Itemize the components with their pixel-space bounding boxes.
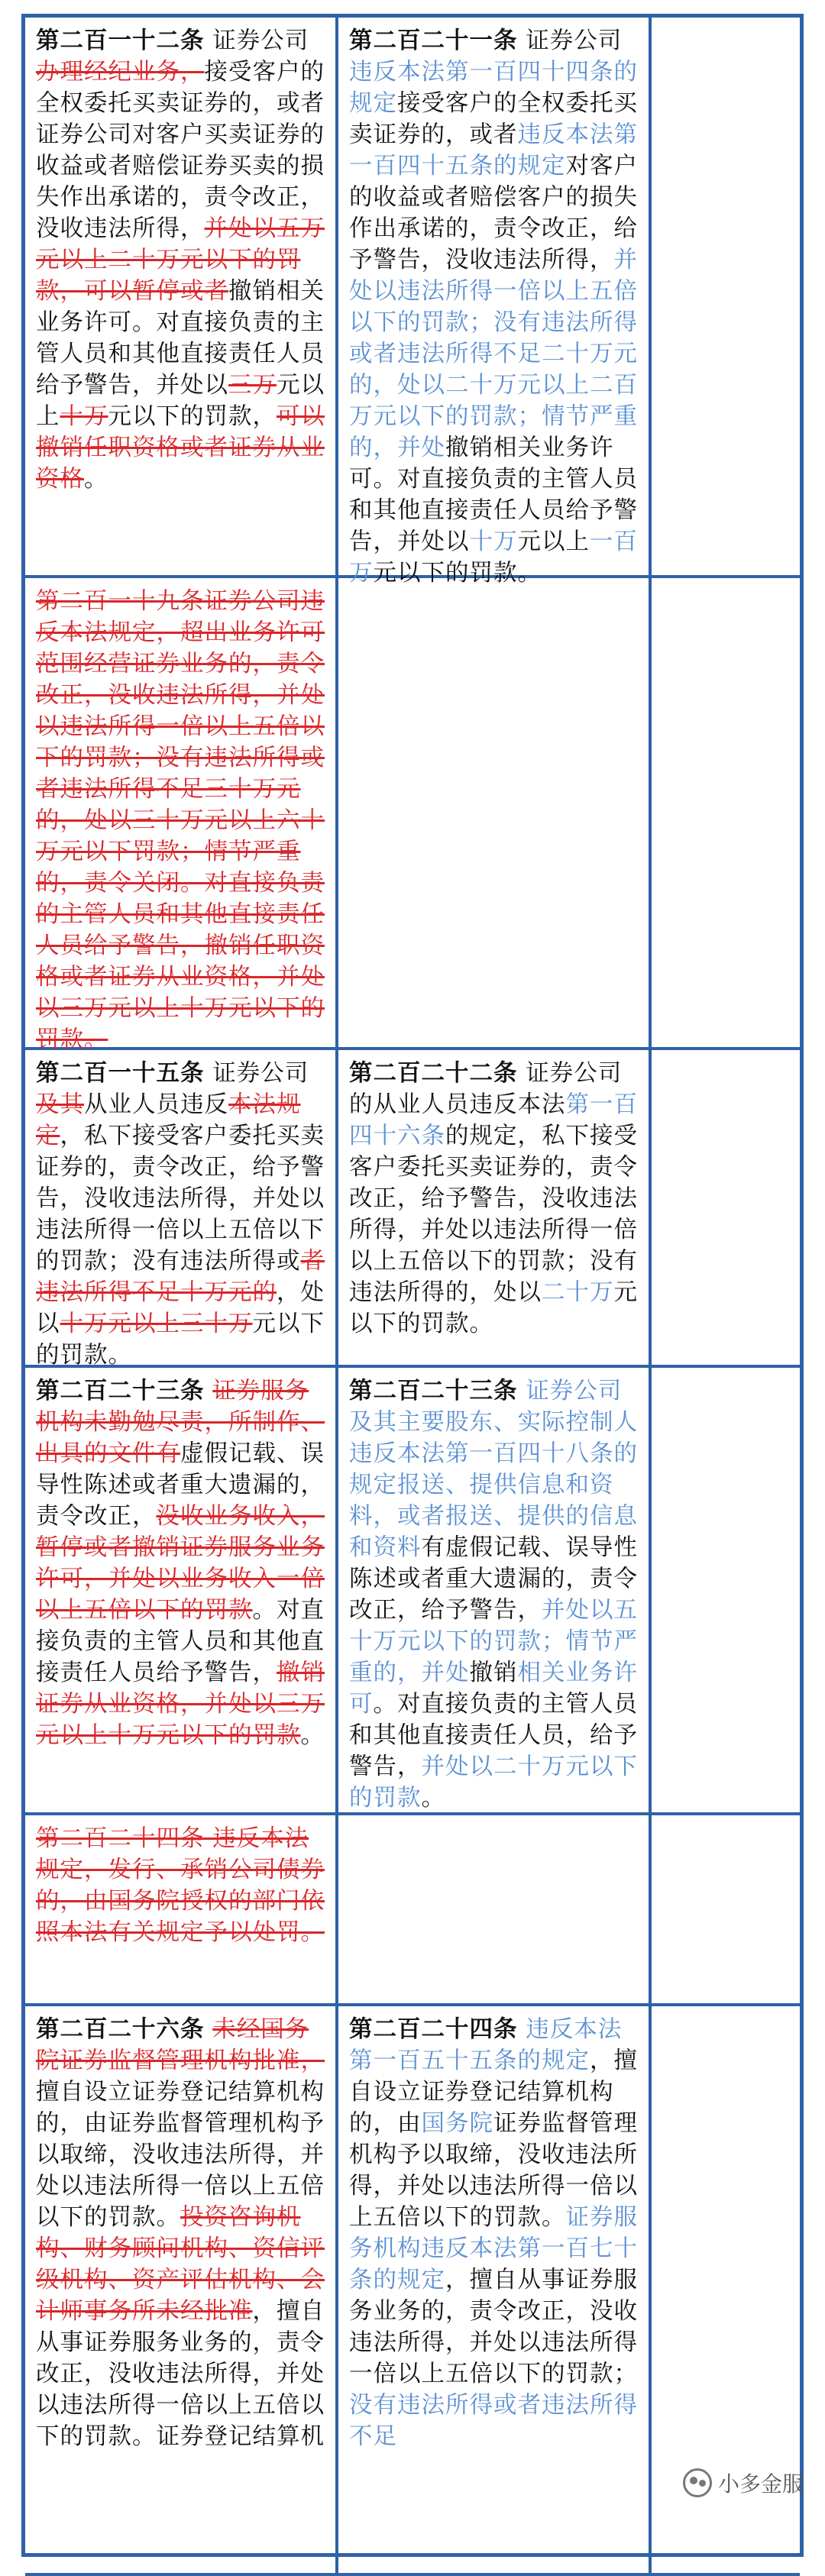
table-row (25, 578, 800, 1053)
body-text (518, 2016, 526, 2043)
added-text: 证券服务机构违反本法第一百七十条的规定 (349, 2204, 638, 2293)
added-text: 没有违法所得或者违法所得不足 (349, 2392, 638, 2450)
body-text: 撤销相关业务许可。对直接负责的主管人员和其他直接责任人员给予警告，并处以 (349, 435, 638, 555)
body-text: 证券监督管理机构予以取缔，没收违法所得，并处以违法所得一倍以上五倍以下的罚款。 (349, 2110, 638, 2231)
new-article-cell (338, 1815, 652, 2003)
old-article-cell (25, 18, 338, 575)
body-text: 元以下的罚款。 (349, 1279, 638, 1337)
old-article-cell (25, 1050, 338, 1369)
deleted-text: 及其 (36, 1091, 84, 1118)
blank-cell (652, 1050, 800, 1365)
blank-cell (652, 578, 800, 1047)
new-article-cell (338, 578, 652, 1047)
comparison-table (25, 18, 800, 2576)
body-text: 元以上 (517, 528, 590, 555)
added-text: 违反本法第一百四十五条的规定 (349, 121, 638, 179)
added-text: 违反本法第一百四十四条的规定 (349, 59, 638, 117)
deleted-text: 办理经纪业务， (36, 59, 205, 86)
body-text: 撤销相关业务许可。对直接负责的主管人员和其他直接责任人员给予警告，并处以 (36, 278, 325, 399)
deleted-text: 投资咨询机构、财务顾问机构、资信评级机构、资产评估机构、会计师事务所未经批准 (36, 2204, 325, 2325)
article-number: 第二百二十六条 (36, 2015, 205, 2043)
body-text: 对客户的收益或者赔偿客户的损失作出承诺的，责令改正，给予警告，没收违法所得， (349, 153, 638, 273)
blank-cell (652, 18, 800, 575)
body-text: 元以下的罚款。 (36, 1311, 325, 1369)
article-number: 第二百一十五条 (36, 1059, 205, 1087)
body-text: ，擅自从事证券服务业务的，责令改正，没收违法所得，并处以违法所得一倍以上五倍以下的罚款。证券登记结算机 (36, 2298, 325, 2450)
body-text (205, 1378, 213, 1404)
body-text: 元以上 (36, 372, 325, 430)
deleted-text: 第二百二十四条 违反本法规定，发行、承销公司债券的，由国务院授权的部门依照本法有关规定予以处罚。 (36, 1825, 325, 1946)
watermark (683, 2468, 804, 2498)
body-text: 。 (421, 1785, 445, 1812)
body-text: 元以下的罚款， (108, 403, 277, 430)
body-text: 从业人员违反 (84, 1091, 228, 1118)
table-row (25, 1368, 800, 1815)
body-text: 擅自设立证券登记结算机构的，由证券监督管理机构予以取缔，没收违法所得，并处以违法所得一倍以上五倍以下的罚款。 (36, 2079, 325, 2231)
body-text: ，私下接受客户委托买卖证券的，责令改正，给予警告，没收违法所得，并处以违法所得一倍以上五倍以下的罚款；没有违法所得或 (36, 1123, 325, 1275)
body-text: 。对直接负责的主管人员和其他直接责任人员，给予警告， (349, 1691, 638, 1780)
deleted-text: 本法规定 (36, 1091, 301, 1149)
added-text: 第一百四十六条 (349, 1091, 638, 1149)
body-text: 。 (84, 466, 108, 493)
deleted-text: 十万 (60, 403, 108, 430)
body-text: 撤销 (469, 1660, 518, 1686)
old-article-cell (25, 2006, 338, 2573)
wechat-icon (683, 2468, 712, 2497)
body-text: 有虚假记载、误导性陈述或者重大遗漏的，责令改正，给予警告， (349, 1534, 638, 1624)
body-text: ，处以 (36, 1279, 325, 1337)
old-article-cell (25, 578, 338, 1053)
added-text: 相关业务许可 (349, 1660, 638, 1718)
deleted-text: 并处以五万元以上二十万元以下的罚款，可以暂停或者 (36, 215, 325, 305)
article-number: 第二百二十二条 (349, 1059, 518, 1087)
body-text: 。对直接负责的主管人员和其他直接责任人员给予警告， (36, 1597, 325, 1686)
deleted-text: 可以撤销任职资格或者证券从业资格 (36, 403, 325, 493)
body-text: 证券公司 (204, 1060, 309, 1087)
article-number: 第二百二十三条 (349, 1377, 518, 1404)
article-number: 第二百一十二条 (36, 27, 205, 54)
added-text: 十万 (469, 528, 518, 555)
added-text: 一百万 (349, 528, 638, 587)
body-text (205, 2016, 213, 2043)
added-text: 违反本法第一百五十五条的规定 (349, 2016, 623, 2074)
body-text: 接受客户的全权委托买卖证券的，或者 (349, 90, 638, 148)
blank-cell (652, 1368, 800, 1812)
new-article-cell (338, 1050, 652, 1365)
deleted-text: 第二百一十九条证券公司违反本法规定，超出业务许可范围经营证券业务的，责令改正，没收违法所得，并处以违法所得一倍以上五倍以下的罚款；没有违法所得或者违法所得不足三十万元的，处以三十万元以上六十万元以下罚款；情节严重的，责令关闭。对直接负责的主管人员和其他直接责任人员给予警告，撤销任职资格或者证券从业资格，并处以三万元以上十万元以下的罚款。 (36, 588, 325, 1053)
deleted-text: 未经国务院证券监督管理机构批准， (36, 2016, 325, 2074)
new-article-cell (338, 18, 652, 587)
table-row (25, 18, 800, 587)
body-text: 。 (300, 1722, 325, 1749)
body-text: ，擅自设立证券登记结算机构的，由 (349, 2048, 638, 2137)
body-text: 证券公司的从业人员违反本法 (349, 1060, 623, 1118)
added-text: 证券公司及其主要股东、实际控制人违反本法第一百四十八条的规定报送、提供信息和资料，或者报送、提供的信息和资料 (349, 1378, 638, 1561)
added-text: 并处以二十万元以下的罚款 (349, 1753, 638, 1812)
added-text: 二十万 (542, 1279, 614, 1306)
article-number: 第二百二十一条 (349, 27, 518, 54)
old-article-cell (25, 1815, 338, 2003)
old-article-cell (25, 1368, 338, 1812)
table-row (25, 1050, 800, 1368)
watermark-text: 小多金服 (717, 2471, 804, 2497)
body-text: ，擅自从事证券服务业务的，责令改正，没收违法所得，并处以违法所得一倍以上五倍以下的罚款； (349, 2267, 638, 2387)
body-text: 虚假记载、误导性陈述或者重大遗漏的，责令改正， (36, 1440, 325, 1530)
article-number: 第二百二十四条 (349, 2015, 518, 2043)
new-article-cell (338, 2006, 652, 2573)
body-text: 元以下的罚款。 (373, 560, 542, 587)
body-text: 的规定，私下接受客户委托买卖证券的，责令改正，给予警告，没收违法所得，并处以违法所得一倍以上五倍以下的罚款；没有违法所得的，处以 (349, 1123, 638, 1306)
added-text: 国务院 (421, 2110, 493, 2137)
deleted-text: 没收业务收入，暂停或者撤销证券服务业务许可，并处以业务收入一倍以上五倍以下的罚款 (36, 1503, 325, 1624)
table-row (25, 1815, 800, 2006)
blank-cell (652, 1815, 800, 2003)
deleted-text: 者违法所得不足十万元的 (36, 1248, 325, 1306)
added-text: 并处以违法所得一倍以上五倍以下的罚款；没有违法所得或者违法所得不足二十万元的，处以二十万元以上二百万元以下的罚款；情节严重的，并处 (349, 247, 638, 461)
comparison-table-frame (21, 14, 804, 2557)
deleted-text: 证券服务机构未勤勉尽责，所制作、出具的文件有 (36, 1378, 325, 1467)
body-text (518, 1378, 526, 1404)
added-text: 并处以五十万元以下的罚款；情节严重的，并处 (349, 1597, 638, 1686)
body-text: 接受客户的全权委托买卖证券的，或者证券公司对客户买卖证券的收益或者赔偿证券买卖的损失作出承诺的，责令改正，没收违法所得， (36, 59, 325, 242)
deleted-text: 撤销证券从业资格，并处以三万元以上十万元以下的罚款 (36, 1660, 325, 1749)
body-text: 证券公司 (517, 27, 623, 54)
deleted-text: 三万 (228, 372, 277, 399)
article-number: 第二百二十三条 (36, 1377, 205, 1404)
new-article-cell (338, 1368, 652, 1812)
body-text: 证券公司 (204, 27, 309, 54)
deleted-text: 十万元以上三十万 (60, 1311, 253, 1337)
